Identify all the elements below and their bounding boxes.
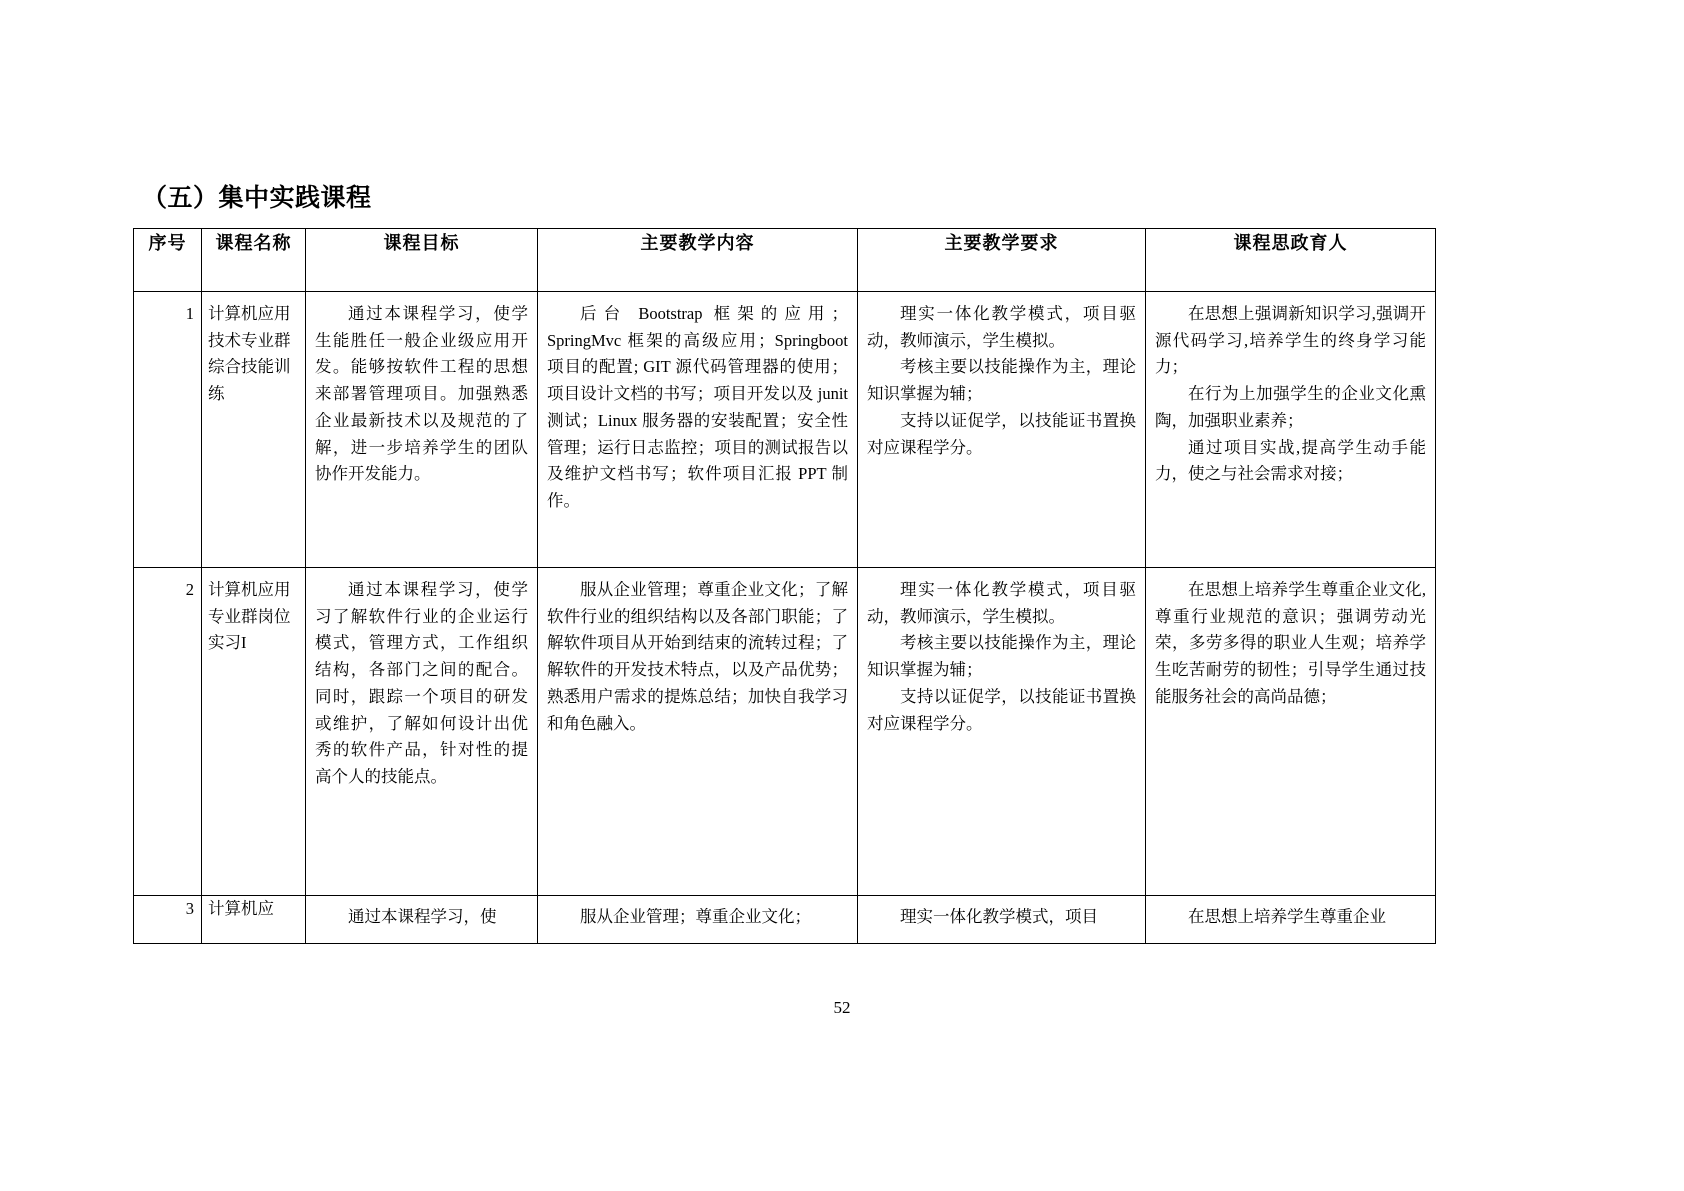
ideological-education-body: [1146, 896, 1435, 941]
teaching-requirement-body: [858, 896, 1145, 941]
course-goal-body: [306, 568, 537, 801]
teaching-requirement-body: [858, 568, 1145, 747]
table-row: [134, 896, 1436, 944]
teaching-requirement-text-1: 理实一体化教学模式，项目: [900, 907, 1098, 926]
course-goal-text: 通过本课程学习，使: [348, 907, 497, 926]
ideological-education-text-1: 在思想上强调新知识学习,强调开源代码学习,培养学生的终身学习能力；: [1155, 304, 1426, 377]
course-name-text: 计算机应: [208, 899, 274, 918]
teaching-requirement-text-3: 支持以证促学，以技能证书置换对应课程学分。: [867, 686, 1136, 733]
teaching-requirement-text-1: 理实一体化教学模式，项目驱动，教师演示，学生模拟。: [867, 580, 1136, 626]
cell-teaching-content: [538, 292, 858, 568]
teaching-requirement-text-2: 考核主要以技能操作为主，理论知识掌握为辅；: [867, 633, 1136, 680]
header-course-name: 课程名称: [202, 229, 306, 292]
header-teaching-content: 主要教学内容: [538, 229, 858, 292]
teaching-requirement-body: [858, 292, 1145, 471]
cell-teaching-requirement: [858, 896, 1146, 944]
course-goal-text: 通过本课程学习，使学生能胜任一般企业级应用开发。能够按软件工程的思想来部署管理项目。加强熟悉企业最新技术以及规范的了解，进一步培养学生的团队协作开发能力。: [315, 304, 528, 484]
header-serial-number: 序号: [134, 229, 202, 292]
course-name-text: 计算机应用专业群岗位实习I: [208, 580, 291, 653]
teaching-content-text: 服从企业管理；尊重企业文化；了解软件行业的组织结构以及各部门职能；了解软件项目从开始到结束的流转过程；了解软件的开发技术特点，以及产品优势；熟悉用户需求的提炼总结；加快自我学习和角色融入。: [547, 580, 848, 733]
cell-teaching-requirement: [858, 568, 1146, 896]
table-header-row: [134, 229, 1436, 292]
header-teaching-requirement: 主要教学要求: [858, 229, 1146, 292]
cell-ideological-education: [1146, 292, 1436, 568]
page-number: 52: [833, 998, 851, 1017]
teaching-requirement-text-2: 考核主要以技能操作为主，理论知识掌握为辅；: [867, 357, 1136, 404]
ideological-education-body: [1146, 568, 1435, 721]
course-goal-text: 通过本课程学习，使学习了解软件行业的企业运行模式，管理方式，工作组织结构，各部门之间的配合。同时，跟踪一个项目的研发或维护，了解如何设计出优秀的软件产品，针对性的提高个人的技能点。: [315, 580, 528, 787]
ideological-education-text-1: 在思想上培养学生尊重企业文化,尊重行业规范的意识；强调劳动光荣，多劳多得的职业人生观；培养学生吃苦耐劳的韧性；引导学生通过技能服务社会的高尚品德；: [1155, 580, 1426, 706]
teaching-content-body: [538, 292, 857, 525]
ideological-education-text-1: 在思想上培养学生尊重企业: [1188, 907, 1386, 926]
cell-course-goal: [306, 568, 538, 896]
table-row: [134, 292, 1436, 568]
cell-serial-number: [134, 896, 202, 944]
teaching-content-body: [538, 896, 857, 941]
serial-number-text: 1: [185, 304, 194, 323]
cell-serial-number: [134, 568, 202, 896]
cell-ideological-education: [1146, 896, 1436, 944]
header-ideological-education: 课程思政育人: [1146, 229, 1436, 292]
cell-ideological-education: [1146, 568, 1436, 896]
serial-number-text: 2: [185, 580, 194, 599]
cell-teaching-content: [538, 896, 858, 944]
table-row: [134, 568, 1436, 896]
cell-course-goal: [306, 292, 538, 568]
teaching-content-body: [538, 568, 857, 747]
cell-teaching-requirement: [858, 292, 1146, 568]
cell-course-name: [202, 568, 306, 896]
teaching-requirement-text-1: 理实一体化教学模式，项目驱动，教师演示，学生模拟。: [867, 304, 1136, 350]
teaching-requirement-text-3: 支持以证促学，以技能证书置换对应课程学分。: [867, 410, 1136, 457]
ideological-education-text-3: 通过项目实战,提高学生动手能力，使之与社会需求对接；: [1155, 437, 1426, 484]
teaching-content-text: 服从企业管理；尊重企业文化；: [580, 907, 811, 926]
cell-course-goal: [306, 896, 538, 944]
practical-courses-table: [133, 228, 1436, 944]
header-course-goal: 课程目标: [306, 229, 538, 292]
cell-course-name: [202, 292, 306, 568]
cell-teaching-content: [538, 568, 858, 896]
page-title: （五）集中实践课程: [142, 185, 372, 212]
cell-serial-number: [134, 292, 202, 568]
course-goal-body: [306, 896, 537, 941]
cell-course-name: [202, 896, 306, 944]
serial-number-text: 3: [185, 899, 194, 918]
course-goal-body: [306, 292, 537, 498]
course-name-text: 计算机应用技术专业群综合技能训练: [208, 304, 291, 404]
teaching-content-text: 后台 Bootstrap 框架的应用；SpringMvc 框架的高级应用；Springboot 项目的配置; GIT 源代码管理器的使用；项目设计文档的书写；项目开发以及 junit 测试；Linux 服务器的安装配置；安全性管理；运行日志监控；项目的测试报告以及维护文档书写；软件项目汇报 PPT 制作。: [547, 304, 848, 511]
ideological-education-body: [1146, 292, 1435, 498]
ideological-education-text-2: 在行为上加强学生的企业文化熏陶，加强职业素养；: [1155, 384, 1426, 430]
